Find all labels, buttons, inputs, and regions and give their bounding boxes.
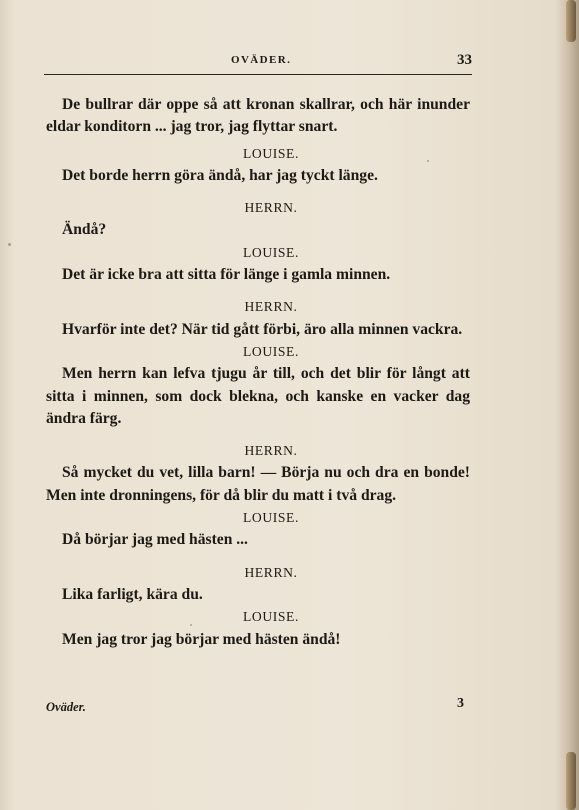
dialogue-line: Så mycket du vet, lilla barn! — Börja nu och dra en bonde! Men inte dronningens, för då blir du matt i två drag. [46,464,470,504]
speaker-name: LOUISE. [243,244,299,260]
dialogue-line: Det borde herrn göra ändå, har jag tyckt länge. [62,166,378,184]
speaker-name: HERRN. [244,299,298,315]
paper-speck [8,243,11,246]
running-head-title: OVÄDER. [231,54,292,66]
speaker-name: HERRN. [244,200,298,216]
signature-mark: Oväder. [46,700,86,714]
dialogue-line: Men jag tror jag börjar med hästen ändå! [62,630,341,648]
speaker-name: LOUISE. [243,145,299,161]
dialogue-line: Men herrn kan lefva tjugu år till, och det blir för långt att sitta i minnen, som dock blekna, och kanske en vacker dag ändra färg. [46,365,470,427]
speaker-name: HERRN. [244,443,298,459]
dialogue-line: Ändå? [62,221,107,239]
running-head [44,52,472,72]
dialogue-line: Lika farligt, kära du. [62,585,203,603]
page-binding-edge [555,0,579,810]
page-number: 33 [457,52,472,68]
paper-speck [427,160,429,162]
dialogue-line: Hvarför inte det? När tid gått förbi, äro alla minnen vackra. [62,320,463,338]
page-tab-top [566,0,576,42]
speaker-name: HERRN. [244,564,298,580]
page-tab-bottom [566,752,576,810]
speaker-name: LOUISE. [243,343,299,359]
paper-speck [190,624,192,626]
speaker-name: LOUISE. [243,609,299,625]
dialogue-text [46,94,470,651]
page-footer [46,696,464,720]
speaker-name: LOUISE. [243,510,299,526]
dialogue-line: Det är icke bra att sitta för länge i gamla minnen. [62,266,391,284]
sheet-number: 3 [457,696,464,711]
header-rule [44,74,472,75]
dialogue-line: Då börjar jag med hästen ... [62,531,248,549]
dialogue-line: De bullrar där oppe så att kronan skallrar, och här inunder eldar konditorn ... jag tror, jag flyttar snart. [46,96,470,136]
